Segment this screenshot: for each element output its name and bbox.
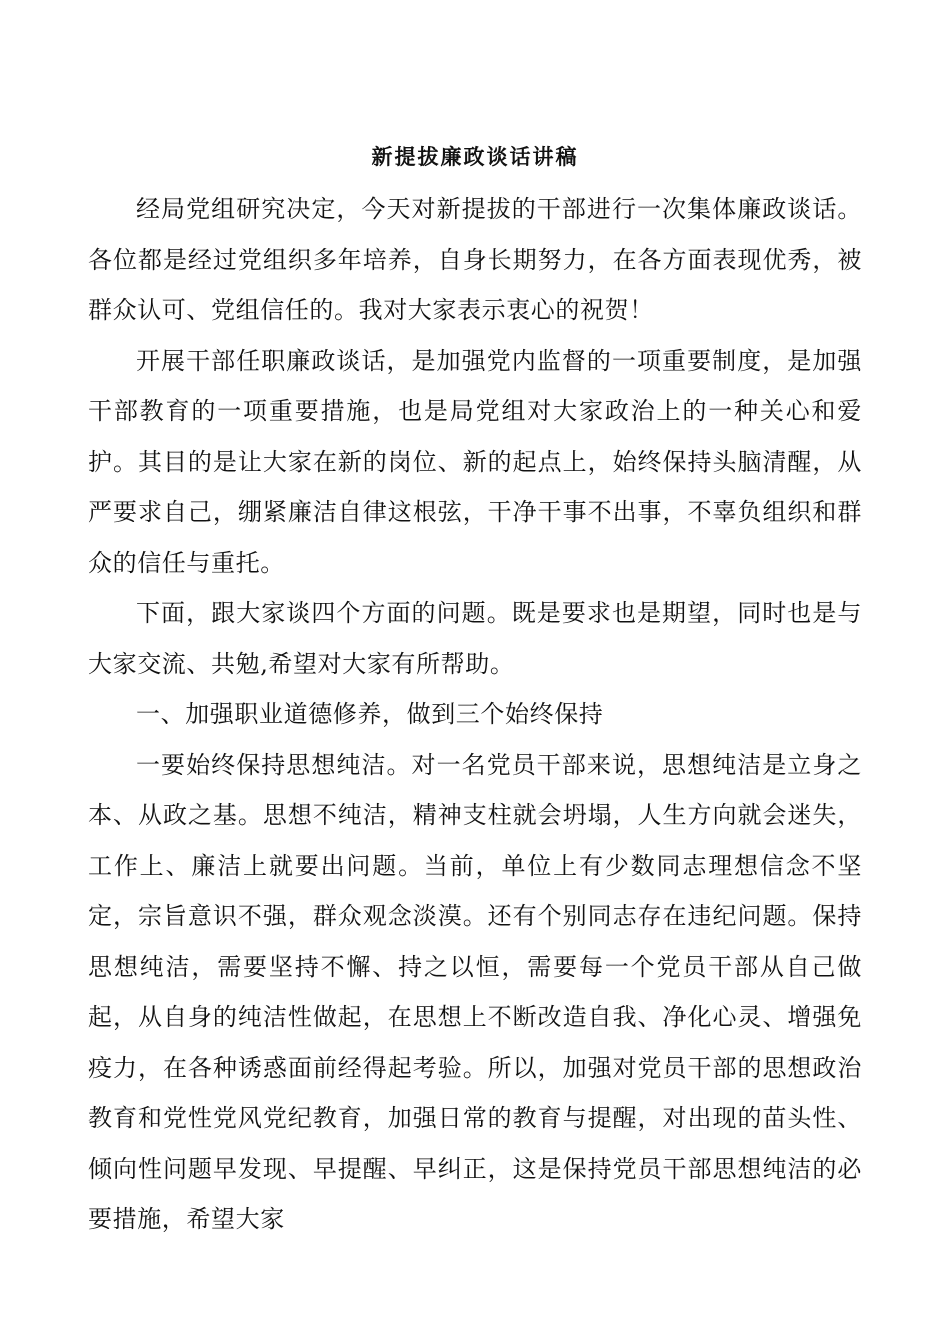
document-page [88, 130, 862, 1245]
paragraph-intro: 经局党组研究决定，今天对新提拔的干部进行一次集体廉政谈话。各位都是经过党组织多年培养，自身长期努力，在各方面表现优秀，被群众认可、党组信任的。我对大家表示衷心的祝贺！ [88, 195, 862, 324]
paragraph-purpose: 开展干部任职廉政谈话，是加强党内监督的一项重要制度，是加强干部教育的一项重要措施，也是局党组对大家政治上的一种关心和爱护。其目的是让大家在新的岗位、新的起点上，始终保持头脑清醒，从严要求自己，绷紧廉洁自律这根弦，干净干事不出事，不辜负组织和群众的信任与重托。 [88, 346, 862, 577]
document-title: 新提拔廉政谈话讲稿 [371, 144, 579, 169]
paragraph-thought-purity: 一要始终保持思想纯洁。对一名党员干部来说，思想纯洁是立身之本、从政之基。思想不纯洁，精神支柱就会坍塌，人生方向就会迷失，工作上、廉洁上就要出问题。当前，单位上有少数同志理想信念不坚定，宗旨意识不强，群众观念淡漠。还有个别同志存在违纪问题。保持思想纯洁，需要坚持不懈、持之以恒，需要每一个党员干部从自己做起，从自身的纯洁性做起，在思想上不断改造自我、净化心灵、增强免疫力，在各种诱惑面前经得起考验。所以，加强对党员干部的思想政治教育和党性党风党纪教育，加强日常的教育与提醒，对出现的苗头性、倾向性问题早发现、早提醒、早纠正，这是保持党员干部思想纯洁的必要措施，希望大家 [88, 750, 862, 1233]
section-heading-1: 一、加强职业道德修养，做到三个始终保持 [136, 700, 604, 728]
paragraph-overview: 下面，跟大家谈四个方面的问题。既是要求也是期望，同时也是与大家交流、共勉,希望对大家有所帮助。 [88, 599, 862, 678]
